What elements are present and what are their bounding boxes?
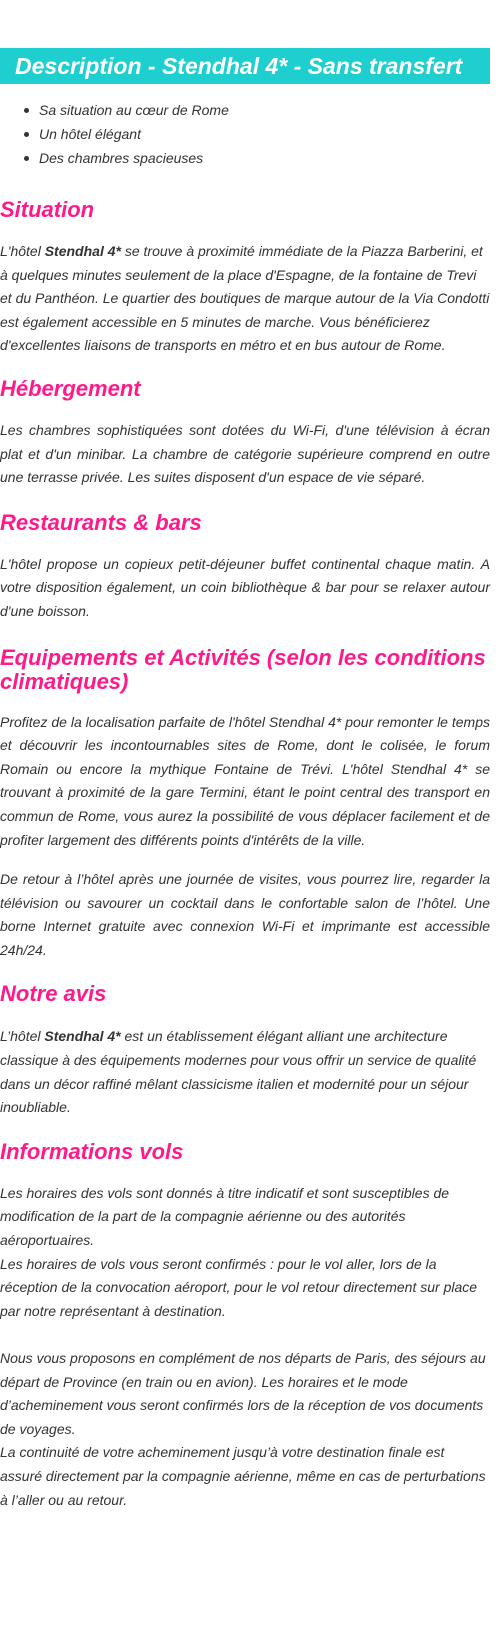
- situation-text: [0, 240, 490, 358]
- equipements-text-1: Profitez de la localisation parfaite de l'hôtel Stendhal 4* pour remonter le temps et découvrir les incontournables sites de Rome, dont le colisée, le forum Romain ou encore la mythique Fontaine de Trévi. L'hôtel Stendhal 4* se trouvant à proximité de la gare Termini, étant le point central des transport en commun de Rome, vous aurez la possibilité de vous déplacer facilement et de profiter largement des différents points d'intérêts de la ville.: [0, 713, 490, 848]
- situation-hotel-name: Stendhal 4*: [44, 243, 121, 259]
- restaurants-heading: Restaurants & bars: [0, 509, 202, 535]
- avis-heading: Notre avis: [0, 981, 107, 1007]
- restaurants-text: L'hôtel propose un copieux petit-déjeuner buffet continental chaque matin. A votre disposition également, un coin bibliothèque & bar pour se relaxer autour d'une boisson.: [0, 555, 490, 619]
- description-banner: [0, 48, 490, 84]
- equipements-text-2: De retour à l’hôtel après une journée de visites, vous pourrez lire, regarder la télévision ou savourer un cocktail dans le confortable salon de l’hôtel. Une borne Internet gratuite avec connexion Wi-Fi et imprimante est accessible 24h/24.: [0, 871, 490, 958]
- vols-line-1: Les horaires des vols sont donnés à titre indicatif et sont susceptibles de modification de la part de la compagnie aérienne ou des autorités aéroportuaires.: [0, 1184, 450, 1249]
- highlights-list: [0, 98, 490, 170]
- vols-text: [0, 1182, 490, 1512]
- avis-text: [0, 1025, 490, 1119]
- situation-text-after: se trouve à proximité immédiate de la Piazza Barberini, et à quelques minutes seulement de la place d'Espagne, de la fontaine de Trevi et du Panthéon. Le quartier des boutiques de marque autour de la Via Condotti est également accessible en 5 minutes de marche. Vous bénéficierez d'excellentes liaisons de transports en métro et en bus autour de Rome.: [0, 243, 490, 354]
- highlight-item: Un hôtel élégant: [24, 122, 490, 146]
- description-page: [0, 48, 490, 1512]
- vols-heading: Informations vols: [0, 1138, 184, 1164]
- highlight-item: Des chambres spacieuses: [24, 146, 490, 170]
- avis-hotel-name: Stendhal 4*: [44, 1028, 121, 1045]
- hebergement-heading: Hébergement: [0, 375, 141, 401]
- avis-text-before: L’hôtel: [0, 1028, 45, 1045]
- situation-heading: Situation: [0, 197, 95, 222]
- hebergement-text: Les chambres sophistiquées sont dotées du Wi-Fi, d'une télévision à écran plat et d'un minibar. La chambre de catégorie supérieure comprend en outre une terrasse privée. Les suites disposent d'un espace de vie séparé.: [0, 421, 490, 486]
- vols-line-4: La continuité de votre acheminement jusqu’à votre destination finale est assuré directement par la compagnie aérienne, même en cas de perturbations à l’aller ou au retour.: [0, 1444, 486, 1508]
- equipements-heading: Equipements et Activités (selon les conditions climatiques): [0, 644, 486, 694]
- vols-line-3: Nous vous proposons en complément de nos départs de Paris, des séjours au départ de Province (en train ou en avion). Les horaires et le mode d’acheminement vous seront confirmés lors de la réception de vos documents de voyages.: [0, 1350, 486, 1437]
- vols-spacer: [0, 1323, 490, 1347]
- vols-line-2: Les horaires de vols vous seront confirmés : pour le vol aller, lors de la réception de la convocation aéroport, pour le vol retour directement sur place par notre représentant à destination.: [0, 1255, 478, 1319]
- avis-text-after: est un établissement élégant alliant une architecture classique à des équipements modernes pour vous offrir un service de qualité dans un décor raffiné mêlant classicisme italien et modernité pour un séjour inoubliable.: [0, 1028, 477, 1116]
- highlight-item: Sa situation au cœur de Rome: [24, 98, 490, 122]
- situation-text-before: L'hôtel: [0, 243, 45, 259]
- banner-title: Description - Stendhal 4* - Sans transfert: [15, 53, 463, 79]
